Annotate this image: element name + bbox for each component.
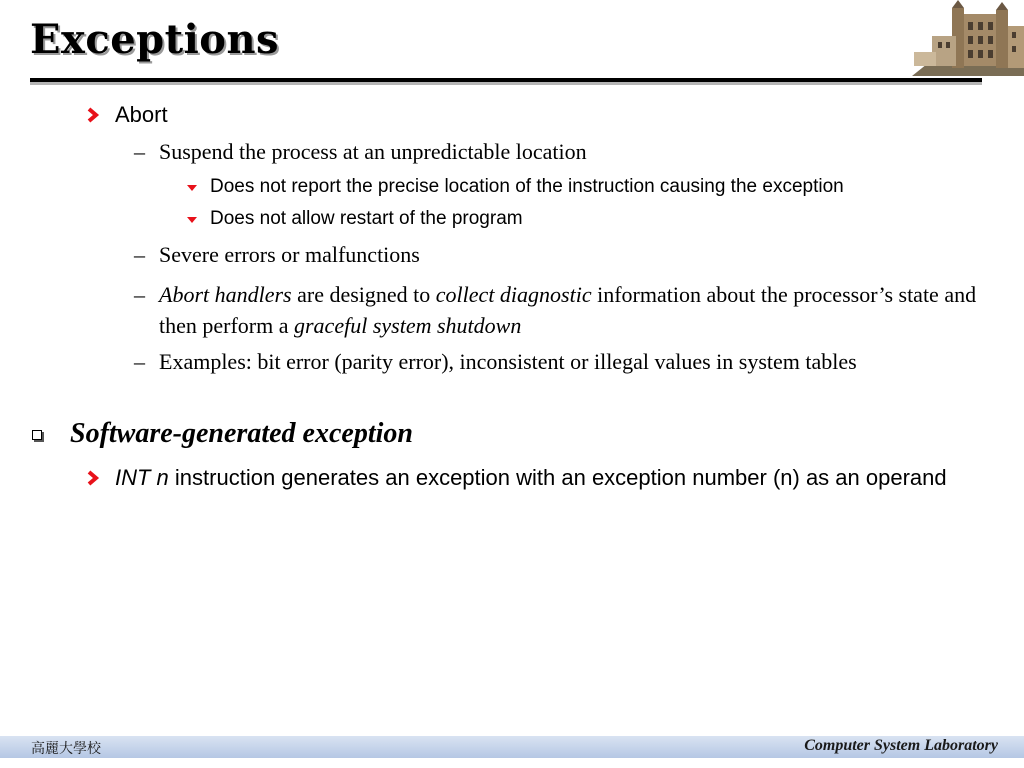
dash-bullet: –	[134, 242, 145, 267]
dash-bullet: –	[134, 139, 145, 164]
bullet-text: Does not allow restart of the program	[210, 208, 523, 229]
bullet-text: Abort handlers are designed to collect diagnostic information about the processor’s state and then perform a graceful system shutdown	[159, 282, 977, 338]
bullet-text: INT n instruction generates an exception with an exception number (n) as an operand	[115, 465, 947, 490]
bullet-text: Does not report the precise location of the instruction causing the exception	[210, 176, 844, 197]
footer-band	[0, 736, 1024, 758]
red-chevron-right-icon	[86, 470, 100, 486]
graceful-shutdown-term: graceful system shutdown	[294, 313, 522, 338]
bullet-text: Suspend the process at an unpredictable location	[159, 139, 587, 164]
red-chevron-right-icon	[86, 107, 100, 123]
slide-title: Exceptions	[30, 16, 280, 63]
red-triangle-down-icon	[186, 216, 198, 224]
university-name: 高麗大學校	[31, 741, 101, 757]
red-triangle-down-icon	[186, 184, 198, 192]
dash-bullet: –	[134, 349, 145, 374]
bullet-handlers	[134, 279, 1004, 341]
int-n-term: INT n	[115, 465, 169, 490]
dash-bullet: –	[134, 282, 145, 307]
campus-building-logo	[912, 0, 1024, 76]
bullet-text: Abort	[115, 102, 168, 127]
title-underline	[30, 78, 982, 82]
bullet-text: Severe errors or malfunctions	[159, 242, 420, 267]
heading-text: Software-generated exception	[70, 418, 413, 449]
lab-name: Computer System Laboratory	[804, 737, 998, 754]
bullet-examples	[134, 346, 944, 377]
hollow-square-bullet-icon	[32, 430, 42, 440]
bullet-text: Examples: bit error (parity error), inconsistent or illegal values in system tables	[159, 349, 857, 374]
collect-diagnostic-term: collect diagnostic	[435, 282, 592, 307]
bullet-int-n	[86, 463, 1006, 493]
abort-handlers-term: Abort handlers	[159, 282, 292, 307]
